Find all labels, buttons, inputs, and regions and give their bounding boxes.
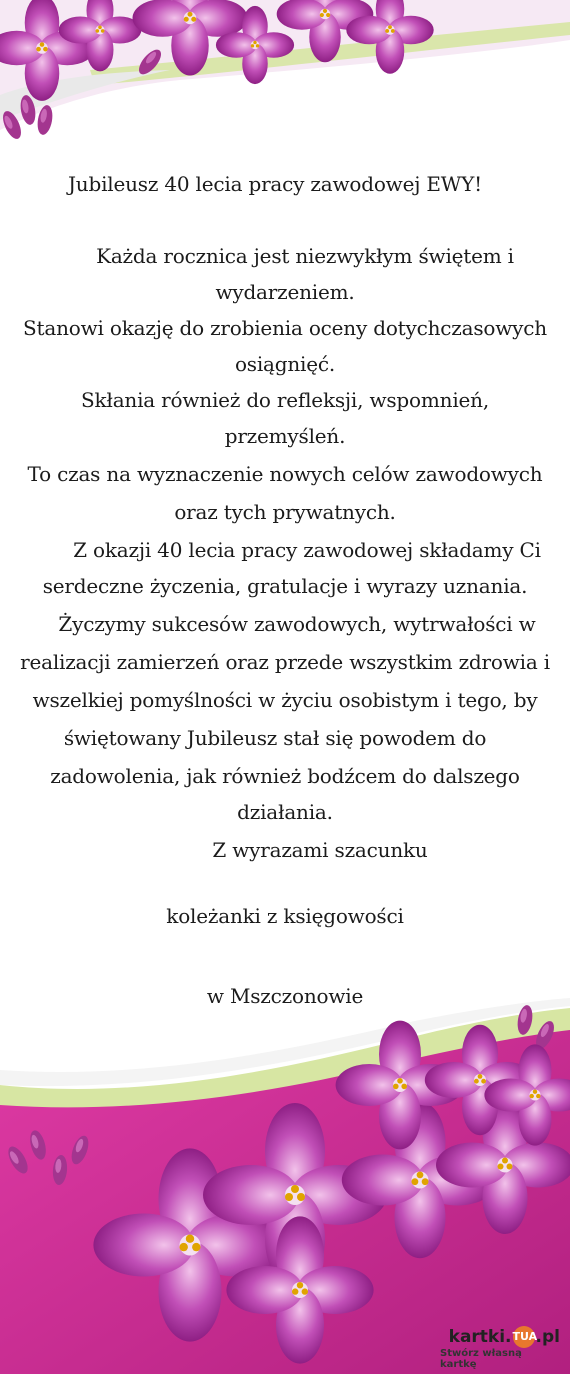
brand-name	[449, 1326, 560, 1348]
text-line: działania.	[237, 800, 333, 824]
brand-tagline: Stwórz własną kartkę	[440, 1348, 522, 1370]
text-line: Z okazji 40 lecia pracy zawodowej składamy Ci	[73, 538, 541, 562]
text-line: To czas na wyznaczenie nowych celów zawodowych	[27, 462, 543, 486]
text-line: realizacji zamierzeń oraz przede wszystkim zdrowia i	[20, 650, 550, 674]
text-line: oraz tych prywatnych.	[174, 500, 396, 524]
brand-name-prefix: kartki.	[448, 1327, 512, 1347]
text-line: Każda rocznica jest niezwykłym świętem i	[96, 244, 514, 268]
location-line: w Mszczonowie	[206, 984, 364, 1008]
text-line: wydarzeniem.	[215, 280, 355, 304]
text-line: wszelkiej pomyślności w życiu osobistym i tego, by	[32, 688, 538, 712]
brand-logo[interactable]	[440, 1326, 564, 1370]
signature-line: koleżanki z księgowości	[166, 904, 404, 928]
text-line: zadowolenia, jak również bodźcem do dalszego	[50, 764, 520, 788]
text-line: Stanowi okazję do zrobienia oceny dotychczasowych	[23, 316, 547, 340]
brand-badge: TUA	[513, 1326, 535, 1348]
text-line: Życzymy sukcesów zawodowych, wytrwałości w	[58, 612, 536, 636]
text-line: Skłania również do refleksji, wspomnień,	[81, 388, 489, 412]
closing-line: Z wyrazami szacunku	[212, 838, 428, 862]
card-title: Jubileusz 40 lecia pracy zawodowej EWY!	[67, 172, 482, 196]
text-line: przemyśleń.	[224, 424, 346, 448]
text-line: osiągnięć.	[234, 352, 336, 376]
text-line: świętowany Jubileusz stał się powodem do	[63, 726, 487, 750]
brand-name-suffix: .pl	[535, 1327, 560, 1347]
text-line: serdeczne życzenia, gratulacje i wyrazy uznania.	[42, 574, 528, 598]
